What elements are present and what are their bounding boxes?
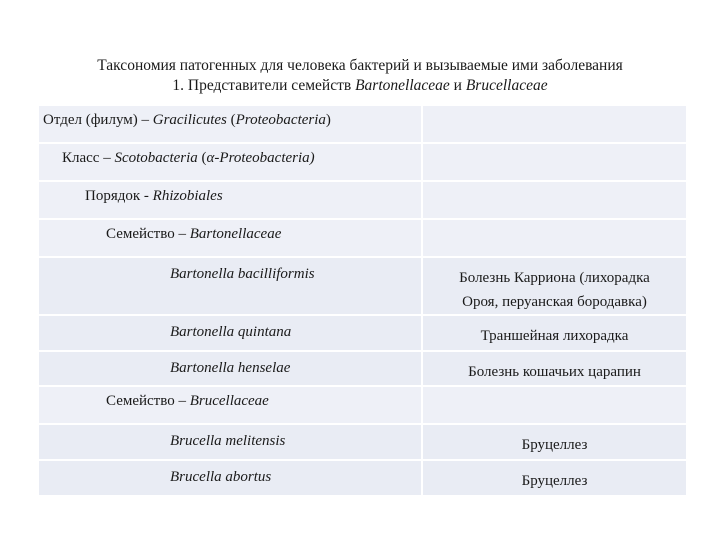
row-class xyxy=(38,143,687,181)
disease-cell xyxy=(423,425,686,457)
title-family-1: Bartonellaceae xyxy=(355,77,450,94)
empty-cell xyxy=(422,105,687,143)
disease-cell xyxy=(423,258,686,314)
taxonomy-table xyxy=(37,104,688,497)
class-cell xyxy=(39,144,421,167)
disease-line-1: Траншейная лихорадка xyxy=(480,328,629,344)
disease-cell xyxy=(423,316,686,348)
phylum-extra: Proteobacteria xyxy=(235,112,326,128)
family-label: Семейство – xyxy=(106,393,190,409)
title-line-1: Таксономия патогенных для человека бактерий и вызываемые ими заболевания xyxy=(97,57,623,74)
order-name: Rhizobiales xyxy=(152,188,223,204)
empty-cell xyxy=(422,386,687,424)
empty-cell xyxy=(422,143,687,181)
row-family-bartonellaceae xyxy=(38,219,687,257)
family-cell xyxy=(39,387,421,410)
family-cell xyxy=(39,220,421,243)
class-label: Класс – xyxy=(62,150,115,166)
species-row xyxy=(38,315,687,351)
species-name: Brucella abortus xyxy=(170,469,272,485)
disease-line-1: Болезнь кошачьих царапин xyxy=(468,364,641,380)
empty-cell xyxy=(422,181,687,219)
species-row xyxy=(38,460,687,496)
title-line-2 xyxy=(0,76,720,96)
disease-line-1: Бруцеллез xyxy=(521,473,588,489)
slide-title xyxy=(0,56,720,96)
phylum-paren-open: ( xyxy=(226,112,236,128)
empty-cell xyxy=(422,219,687,257)
species-name: Brucella melitensis xyxy=(170,433,286,449)
phylum-label: Отдел (филум) – xyxy=(43,112,153,128)
class-name: Scotobacteria xyxy=(114,150,198,166)
family-name: Brucellaceae xyxy=(189,393,269,409)
class-extra: α-Proteobacteria) xyxy=(206,150,315,166)
disease-line-1: Бруцеллез xyxy=(521,437,588,453)
disease-line-2: Ороя, перуанская бородавка) xyxy=(462,294,647,310)
row-order xyxy=(38,181,687,219)
disease-cell xyxy=(423,352,686,384)
family-name: Bartonellaceae xyxy=(189,226,282,242)
title-and: и xyxy=(449,77,466,94)
phylum-paren-close: ) xyxy=(325,112,331,128)
phylum-cell xyxy=(39,106,421,129)
row-phylum xyxy=(38,105,687,143)
order-label: Порядок - xyxy=(85,188,153,204)
species-row xyxy=(38,424,687,460)
row-family-brucellaceae xyxy=(38,386,687,424)
title-family-2: Brucellaceae xyxy=(465,77,548,94)
title-prefix: 1. Представители семейств xyxy=(172,77,356,94)
disease-cell xyxy=(423,461,686,493)
species-name: Bartonella quintana xyxy=(170,324,292,340)
family-label: Семейство – xyxy=(106,226,190,242)
class-paren-open: ( xyxy=(197,150,207,166)
species-row xyxy=(38,351,687,386)
order-cell xyxy=(39,182,421,205)
species-row xyxy=(38,257,687,315)
species-name: Bartonella bacilliformis xyxy=(170,266,315,282)
species-name: Bartonella henselae xyxy=(170,360,291,376)
disease-line-1: Болезнь Карриона (лихорадка xyxy=(459,270,650,286)
phylum-name: Gracilicutes xyxy=(152,112,227,128)
